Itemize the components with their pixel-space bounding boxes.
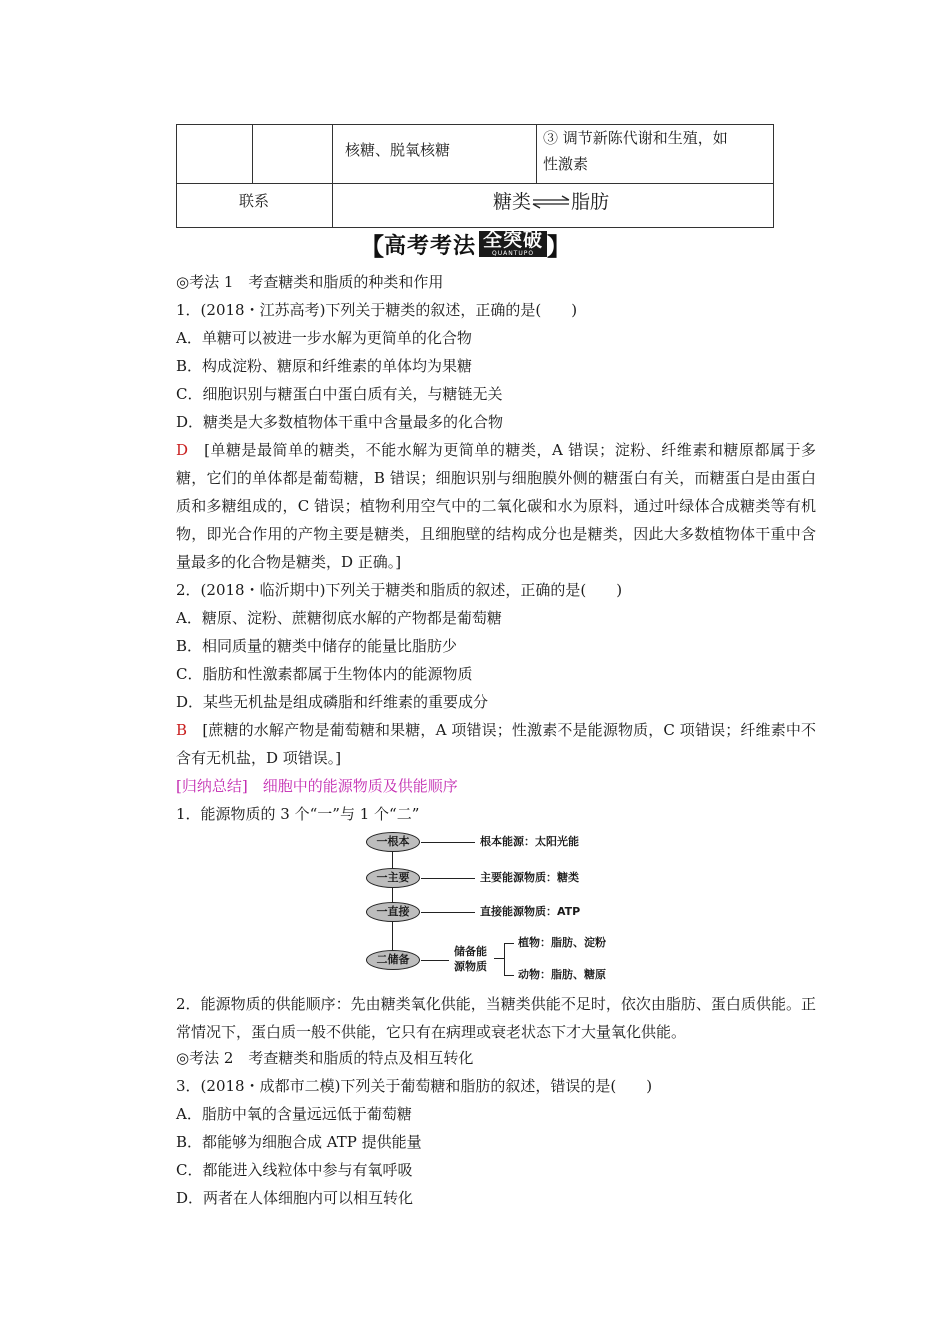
diagram-oval-direct: 一直接 <box>366 902 420 922</box>
table-cell-function: ③ 调节新陈代谢和生殖，如 <box>543 129 728 147</box>
q2-option-a: A．糖原、淀粉、蔗糖彻底水解的产物都是葡萄糖 <box>176 609 502 627</box>
q3-option-b: B．都能够为细胞合成 ATP 提供能量 <box>176 1133 422 1151</box>
banner-title: 高考考法 <box>384 233 477 259</box>
summary-tag: [归纳总结] <box>176 777 248 795</box>
diagram-storage-line2: 源物质 <box>454 960 487 973</box>
q1-stem: 1．(2018・江苏高考)下列关于糖类的叙述，正确的是( ) <box>176 301 578 319</box>
section-banner <box>360 228 571 260</box>
diagram-connector <box>504 943 514 944</box>
q1-option-b: B．构成淀粉、糖原和纤维素的单体均为果糖 <box>176 357 473 375</box>
diagram-connector <box>494 958 504 959</box>
diagram-label-direct: 直接能源物质：ATP <box>480 905 581 918</box>
summary-title: 细胞中的能源物质及供能顺序 <box>247 777 458 795</box>
diagram-label-main: 主要能源物质：糖类 <box>480 871 579 884</box>
diagram-connector <box>504 975 514 976</box>
q1-option-a: A．单糖可以被进一步水解为更简单的化合物 <box>176 329 472 347</box>
reversible-arrow-icon <box>531 195 571 209</box>
summary-point-2: 2．能源物质的供能顺序：先由糖类氧化供能，当糖类供能不足时，依次由脂肪、蛋白质供能。正常情况下，蛋白质一般不供能，它只有在病理或衰老状态下才大量氧化供能。 <box>176 995 816 1041</box>
table-divider <box>252 125 253 183</box>
q2-explanation <box>176 716 816 772</box>
table-cell-sugar-types: 核糖、脱氧核糖 <box>345 141 451 159</box>
diagram-connector <box>421 878 475 879</box>
diagram-oval-storage: 二储备 <box>366 950 420 970</box>
q3-option-d: D．两者在人体细胞内可以相互转化 <box>176 1189 414 1207</box>
q2-option-c: C．脂肪和性激素都属于生物体内的能源物质 <box>176 665 473 683</box>
table-cell-function-cont: 性激素 <box>543 155 589 173</box>
q1-answer: D <box>176 441 189 459</box>
q2-option-d: D．某些无机盐是组成磷脂和纤维素的重要成分 <box>176 693 489 711</box>
diagram-storage-line1: 储备能 <box>454 945 487 958</box>
q1-option-c: C．细胞识别与糖蛋白中蛋白质有关，与糖链无关 <box>176 385 503 403</box>
banner-boxed-subtext: QUANTUPO <box>491 250 535 257</box>
q3-option-c: C．都能进入线粒体中参与有氧呼吸 <box>176 1161 413 1179</box>
q2-stem: 2．(2018・临沂期中)下列关于糖类和脂质的叙述，正确的是( ) <box>176 581 623 599</box>
method2-heading: ◎考法 2 考查糖类和脂质的特点及相互转化 <box>176 1049 474 1067</box>
relation-right: 脂肪 <box>571 191 610 213</box>
q3-option-a: A．脂肪中氧的含量远远低于葡萄糖 <box>176 1105 412 1123</box>
diagram-brace <box>504 943 505 975</box>
summary-point-1: 1．能源物质的 3 个“一”与 1 个“二” <box>176 805 420 823</box>
diagram-connector <box>421 842 475 843</box>
summary-heading <box>176 772 458 800</box>
table-divider <box>177 183 773 184</box>
diagram-plant: 植物：脂肪、淀粉 <box>518 936 606 949</box>
relation-left: 糖类 <box>493 191 532 213</box>
diagram-connector <box>421 912 475 913</box>
energy-source-diagram <box>366 828 626 988</box>
diagram-oval-root: 一根本 <box>366 832 420 852</box>
table-divider <box>332 125 333 227</box>
diagram-animal: 动物：脂肪、糖原 <box>518 968 606 981</box>
diagram-label-root: 根本能源：太阳光能 <box>480 835 579 848</box>
q2-option-b: B．相同质量的糖类中储存的能量比脂肪少 <box>176 637 458 655</box>
table-divider <box>536 125 537 183</box>
q2-explanation-text: [蔗糖的水解产物是葡萄糖和果糖，A 项错误；性激素不是能源物质，C 项错误；纤维素中不含有无机盐，D 项错误。] <box>176 721 816 767</box>
banner-boxed-title <box>479 231 547 257</box>
method1-heading: ◎考法 1 考查糖类和脂质的种类和作用 <box>176 273 444 291</box>
q2-answer: B <box>176 721 188 739</box>
q1-option-d: D．糖类是大多数植物体干重中含量最多的化合物 <box>176 413 504 431</box>
q3-stem: 3．(2018・成都市二模)下列关于葡萄糖和脂肪的叙述，错误的是( ) <box>176 1077 653 1095</box>
banner-boxed-text: 全突破 <box>483 229 544 251</box>
table-cell-relation <box>493 185 609 219</box>
content-table <box>176 124 774 228</box>
banner-open-bracket: 【 <box>360 232 384 261</box>
table-cell-relation-label: 联系 <box>239 192 270 210</box>
diagram-oval-main: 一主要 <box>366 868 420 888</box>
q1-explanation-text: [单糖是最简单的糖类，不能水解为更简单的糖类，A 错误；淀粉、纤维素和糖原都属于多糖，它们的单体都是葡萄糖，B 错误；细胞识别与细胞膜外侧的糖蛋白有关，而糖蛋白是由蛋白质和多糖组成的，C 错误；植物利用空气中的二氧化碳和水为原料，通过叶绿体合成糖类等有机物，即光合作用的产物主要是糖类，且细胞壁的结构成分也是糖类，因此大多数植物体干重中含量最多的化合物是糖类，D 正确。] <box>176 441 816 571</box>
q1-explanation <box>176 436 816 576</box>
banner-close-bracket: 】 <box>547 232 572 261</box>
diagram-connector <box>421 960 449 961</box>
